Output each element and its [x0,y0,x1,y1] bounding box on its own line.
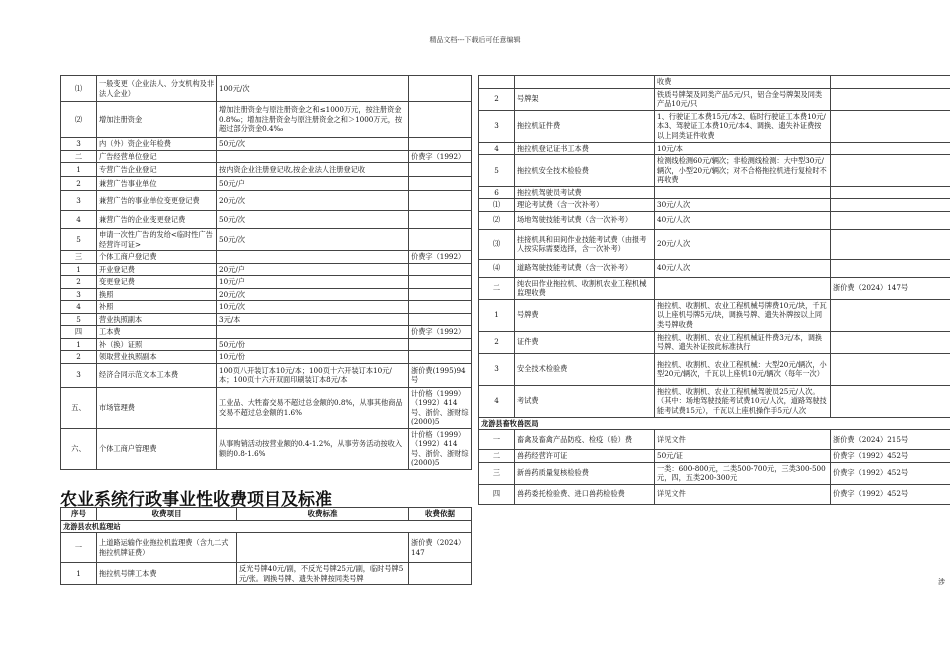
row-number: ⑶ [479,229,515,259]
fee-basis [409,338,472,351]
fee-standard: 20元/次 [217,191,409,211]
table-row [61,177,472,191]
row-number: 三 [61,251,97,264]
table-row [479,385,950,417]
row-number: 四 [61,326,97,339]
item-name: 增加注册资金 [97,102,217,138]
fee-basis: 价费字（1992） [409,150,472,163]
table-row [61,301,472,314]
fee-basis [409,263,472,276]
fee-basis [831,88,950,110]
table-row [61,229,472,251]
item-name: 拖拉机证件费 [515,110,655,142]
fee-basis [409,351,472,364]
table-row [61,191,472,211]
item-name: 工本费 [97,326,217,339]
section-title: 农业系统行政事业性收费项目及标准 [60,490,332,510]
fee-basis [831,353,950,385]
right-fee-table [478,75,950,505]
table-row [479,199,950,212]
item-name: 换照 [97,288,217,301]
fee-standard: 详见文件 [655,484,831,504]
table-row [479,211,950,229]
table-row [479,484,950,504]
item-name: 个体工商户登记费 [97,251,217,264]
unit-name: 龙游县畜牧兽医局 [479,417,950,430]
fee-standard: 50元/证 [655,450,831,463]
item-name: 理论考试费（含一次补考） [515,199,655,212]
fee-basis [409,229,472,251]
item-name: 证件费 [515,331,655,353]
row-number: 4 [479,142,515,155]
fee-basis [831,211,950,229]
row-number: ⑴ [479,199,515,212]
row-number: 1 [61,338,97,351]
row-number: 3 [61,191,97,211]
row-number: 3 [61,363,97,387]
fee-basis [831,331,950,353]
item-name: 号牌架 [515,88,655,110]
item-name: 拖拉机驾驶员考试费 [515,186,655,199]
fee-basis [409,102,472,138]
fee-standard: 拖拉机、收割机、农业工程机械号牌费10元/块，千瓦以上座机号牌5元/块，调换号牌、遗失补牌按以上同类号牌收费 [655,299,831,331]
table-row [61,211,472,229]
item-name: 补照 [97,301,217,314]
row-number: 二 [479,277,515,299]
fee-basis [831,385,950,417]
fee-standard: 10元/本 [655,142,831,155]
fee-basis [409,76,472,102]
table-row [61,563,472,585]
table-row [479,229,950,259]
fee-standard: 一类：600-800元，二类500-700元，三类300-500元，四，五类200-300元 [655,462,831,484]
fee-basis [409,313,472,326]
table-row [61,163,472,177]
page-header-note: 精品文档---下载后可任意编辑 [429,36,521,44]
fee-standard: 50元/户 [217,177,409,191]
fee-standard: 50元/次 [217,211,409,229]
row-number: 2 [479,331,515,353]
table-row [61,102,472,138]
row-number: 四 [479,484,515,504]
row-number: 2 [479,88,515,110]
row-number: 3 [479,353,515,385]
fee-standard [217,150,409,163]
table-row [61,288,472,301]
row-number: 6 [479,186,515,199]
row-number: 4 [61,211,97,229]
fee-standard: 100页八开装订本10元/本；100页十六开装订本10元/本；100页十六开双面印刷装订本8元/本 [217,363,409,387]
fee-standard: 从事购销活动按营业额的0.4-1.2%，从事劳务活动按收入额的0.8-1.6% [217,428,409,469]
unit-row [61,520,472,533]
table-row [479,299,950,331]
fee-standard: 3元/本 [217,313,409,326]
fee-basis [831,155,950,187]
row-number: 3 [61,288,97,301]
table-row [61,276,472,289]
row-number: 2 [61,276,97,289]
fee-standard: 10元/次 [217,301,409,314]
table-row [479,88,950,110]
fee-standard [237,533,409,563]
item-name: 广告经营单位登记 [97,150,217,163]
fee-basis: 价费字（1992）452号 [831,484,950,504]
table-row [479,462,950,484]
fee-standard: 拖拉机、收割机、农业工程机械：大型20元/辆次，小型20元/辆次，千瓦以上座机10元/辆次（每年一次） [655,353,831,385]
unit-name: 龙游县农机监理站 [61,520,472,533]
table-row [61,363,472,387]
fee-standard: 按内资企业注册登记收,按企业法人注册登记收 [217,163,409,177]
item-name: 专营广告企业登记 [97,163,217,177]
table-row [61,138,472,151]
item-name: 开业登记费 [97,263,217,276]
row-number: 4 [479,385,515,417]
table-row [479,353,950,385]
row-number: 一 [61,533,97,563]
table-row [479,259,950,277]
row-number: 5 [61,313,97,326]
item-name: 兽药经营许可证 [515,450,655,463]
fee-basis [409,563,472,585]
row-number: 5 [479,155,515,187]
item-name: 内（外）资企业年检费 [97,138,217,151]
item-name: 畜禽及畜禽产品防疫、检疫（验）费 [515,430,655,450]
row-number: 六、 [61,428,97,469]
fee-basis: 价费字（1992） [409,251,472,264]
table-row [61,387,472,428]
fee-basis [831,142,950,155]
item-name: 场地驾驶技能考试费（含一次补考） [515,211,655,229]
row-number: 2 [61,177,97,191]
row-number: 二 [479,450,515,463]
table-row [61,150,472,163]
table-row [61,263,472,276]
table-row [479,155,950,187]
item-name: 兽药委托检验费、进口兽药检验费 [515,484,655,504]
item-name: 安全技术检验费 [515,353,655,385]
table-row [61,533,472,563]
fee-basis [409,301,472,314]
item-name: 挂接机具和田间作业技能考试费（由报考人按实际需要选择，含一次补考） [515,229,655,259]
fee-basis [409,276,472,289]
item-name: 兼营广告事业单位 [97,177,217,191]
fee-standard: 40元/人次 [655,211,831,229]
fee-standard: 拖拉机、收割机、农业工程机械驾驶员25元/人次。（其中：场地驾驶技能考试费10元/人次，道路驾驶技能考试费15元），千瓦以上座机操作手5元/人次 [655,385,831,417]
fee-standard: 铁质号牌架及同类产品5元/只，铝合金号牌架及同类产品10元/只 [655,88,831,110]
table-row [479,331,950,353]
fee-standard [217,326,409,339]
table-row [479,110,950,142]
fee-basis: 浙价费(1995)94号 [409,363,472,387]
fee-basis: 计价格（1999）（1992）414号、浙价、浙财综(2000)5 [409,428,472,469]
fee-standard [655,277,831,299]
table-row [61,326,472,339]
fee-basis [831,186,950,199]
item-name: 一般变更（企业法人、分支机构及非法人企业） [97,76,217,102]
fee-basis: 浙价费（2024）215号 [831,430,950,450]
fee-standard: 20元/人次 [655,229,831,259]
fee-standard: 反光号牌40元/副，不反光号牌25元/副，临时号牌5元/张。调换号牌、遗失补牌按同类号牌 [237,563,409,585]
table-row [61,428,472,469]
edge-text: 涉 [938,578,945,586]
item-name: 补（换）证照 [97,338,217,351]
item-name: 道路驾驶技能考试费（含一次补考） [515,259,655,277]
fee-standard: 10元/户 [217,276,409,289]
fee-standard: 1、行驶证工本费15元/本2、临时行驶证工本费10元/本3、驾驶证工本费10元/本4、调换、遗失补证费按以上同类证件收费 [655,110,831,142]
table-row [479,76,950,89]
row-number: ⑵ [479,211,515,229]
table-row [479,142,950,155]
fee-standard: 30元/人次 [655,199,831,212]
row-number: 五、 [61,387,97,428]
item-name: 新兽药质量复核检验费 [515,462,655,484]
item-name: 拖拉机登记证书工本费 [515,142,655,155]
item-name: 市场管理费 [97,387,217,428]
row-number: 5 [61,229,97,251]
row-number: 二 [61,150,97,163]
row-number: ⑵ [61,102,97,138]
row-number: ⑷ [479,259,515,277]
row-number: 一 [479,430,515,450]
fee-basis [409,163,472,177]
item-name: 领取营业执照副本 [97,351,217,364]
table-header-row [61,508,472,521]
fee-basis [831,110,950,142]
row-number: 1 [61,263,97,276]
row-number: 三 [479,462,515,484]
row-number [479,76,515,89]
item-name: 兼营广告的企业变更登记费 [97,211,217,229]
fee-standard: 50元/份 [217,338,409,351]
header-cell: 收费标准 [237,508,409,521]
fee-basis: 计价格（1999）（1992）414号、浙价、浙财综(2000)5 [409,387,472,428]
fee-basis [409,288,472,301]
fee-standard [217,251,409,264]
fee-basis [831,299,950,331]
unit-row [479,417,950,430]
row-number: 1 [61,163,97,177]
fee-standard: 工业品、大牲畜交易不超过总金额的0.8%，从事其他商品交易不超过总金额的1.6% [217,387,409,428]
fee-standard: 拖拉机、收割机、农业工程机械证件费3元/本，调换号牌、遗失补证按此标准执行 [655,331,831,353]
item-name: 纯农田作业拖拉机、收割机农业工程机械监理收费 [515,277,655,299]
row-number: 4 [61,301,97,314]
fee-standard: 40元/人次 [655,259,831,277]
item-name: 变更登记费 [97,276,217,289]
row-number: 1 [61,563,97,585]
fee-basis: 价费字（1992）452号 [831,462,950,484]
fee-standard: 50元/次 [217,229,409,251]
header-cell: 收费依据 [409,508,472,521]
fee-standard: 检测线检测60元/辆次；非检测线检测：大中型30元/辆次，小型20元/辆次；对不合格拖拉机进行复检时不再收费 [655,155,831,187]
row-number: ⑴ [61,76,97,102]
header-cell: 收费项目 [97,508,237,521]
table-row [61,76,472,102]
item-name: 营业执照副本 [97,313,217,326]
item-name: 拖拉机号牌工本费 [97,563,237,585]
fee-basis: 价费字（1992）452号 [831,450,950,463]
table-row [61,351,472,364]
fee-basis [831,76,950,89]
fee-basis [831,259,950,277]
item-name: 个体工商户管理费 [97,428,217,469]
item-name: 考试费 [515,385,655,417]
fee-basis [409,211,472,229]
fee-basis: 浙价费（2024）147号 [831,277,950,299]
fee-basis [409,138,472,151]
fee-standard: 10元/份 [217,351,409,364]
row-number: 1 [479,299,515,331]
table-row [479,450,950,463]
fee-basis [831,199,950,212]
table-row [61,313,472,326]
fee-standard: 详见文件 [655,430,831,450]
header-cell: 序号 [61,508,97,521]
fee-standard: 50元/次 [217,138,409,151]
fee-basis: 价费字（1992） [409,326,472,339]
table-row [479,430,950,450]
table-row [61,338,472,351]
table-row [61,251,472,264]
item-name: 兼营广告的事业单位变更登记费 [97,191,217,211]
item-name: 号牌费 [515,299,655,331]
fee-basis [409,177,472,191]
table-row [479,186,950,199]
fee-basis: 浙价费（2024）147 [409,533,472,563]
fee-standard: 100元/次 [217,76,409,102]
fee-standard: 20元/户 [217,263,409,276]
item-name [515,76,655,89]
agri-fee-table [60,507,472,585]
fee-standard [655,186,831,199]
fee-standard: 收费 [655,76,831,89]
fee-basis [831,229,950,259]
row-number: 2 [61,351,97,364]
fee-standard: 20元/次 [217,288,409,301]
row-number: 3 [479,110,515,142]
row-number: 3 [61,138,97,151]
item-name: 经济合同示范文本工本费 [97,363,217,387]
table-row [479,277,950,299]
item-name: 申请一次性广告的发给<临时性广告经营许可证> [97,229,217,251]
fee-basis [409,191,472,211]
item-name: 上道路运输作业拖拉机监理费（含九二式拖拉机牌证费） [97,533,237,563]
left-fee-table [60,75,472,470]
fee-standard: 增加注册资金与原注册资金之和≤1000万元，按注册资金0.8‰；增加注册资金与原注册资金之和＞1000万元，按超过部分资金0.4‰ [217,102,409,138]
item-name: 拖拉机安全技术检验费 [515,155,655,187]
